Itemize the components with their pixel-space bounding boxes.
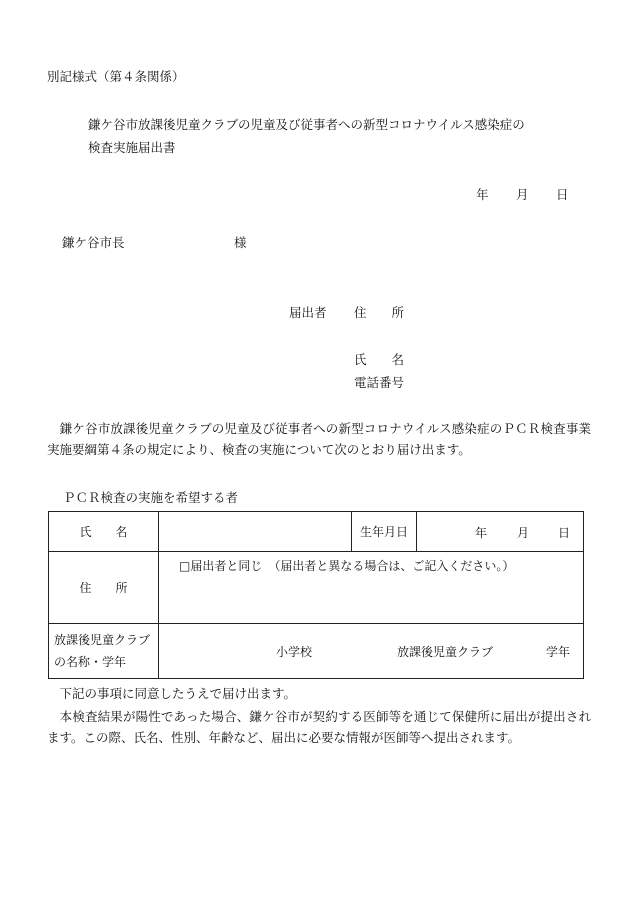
birthdate-field[interactable] [417, 512, 584, 552]
title-line-1: 鎌ケ谷市放課後児童クラブの児童及び従事者への新型コロナウイルス感染症の [88, 117, 525, 132]
consent-line: 下記の事項に同意したうえで届け出ます。 [47, 686, 297, 701]
address-row [49, 552, 584, 624]
notifier-label: 届出者 [289, 305, 327, 320]
notifier-address-label: 住 所 [354, 305, 405, 320]
club-label-line-1: 放課後児童クラブ [54, 633, 151, 647]
school-label: 小学校 [276, 645, 313, 659]
grade-label: 学年 [546, 645, 571, 659]
name-label: 氏 名 [49, 512, 159, 552]
title-line-2: 検査実施届出書 [88, 140, 176, 155]
notifier-name-label: 氏 名 [354, 352, 405, 367]
birth-year-label: 年 [475, 525, 488, 540]
birthdate-label: 生年月日 [352, 512, 417, 552]
address-label: 住 所 [49, 552, 159, 624]
club-label [49, 624, 159, 679]
club-name-label: 放課後児童クラブ [397, 645, 494, 659]
notifier-phone-label: 電話番号 [354, 375, 405, 390]
addressee-honorific: 様 [234, 235, 247, 250]
name-row [49, 512, 584, 552]
date-year: 年 [476, 187, 489, 202]
date-month: 月 [516, 187, 529, 202]
birth-day-label: 日 [558, 525, 571, 540]
table-caption: ＰＣＲ検査の実施を希望する者 [63, 490, 239, 505]
date-day: 日 [556, 187, 569, 202]
name-field[interactable] [159, 512, 352, 552]
consent-paragraph: 本検査結果が陽性であった場合、鎌ケ谷市が契約する医師等を通じて保健所に届出が提出されます。この際、氏名、性別、年齢など、届出に必要な情報が医師等へ提出されます。 [47, 709, 591, 745]
addressee-name: 鎌ケ谷市長 [62, 235, 125, 250]
same-as-notifier-checkbox[interactable]: □届出者と同じ （届出者と異なる場合は、ご記入ください。） [179, 559, 515, 573]
applicant-table [48, 511, 584, 679]
birth-month-label: 月 [517, 525, 530, 540]
address-field[interactable] [159, 552, 584, 624]
form-reference: 別記様式（第４条関係） [47, 69, 185, 84]
club-label-line-2: の名称・学年 [54, 655, 127, 669]
club-field[interactable] [159, 624, 584, 679]
club-row [49, 624, 584, 679]
intro-paragraph: 鎌ケ谷市放課後児童クラブの児童及び従事者への新型コロナウイルス感染症のＰＣＲ検査事業実施要綱第４条の規定により、検査の実施について次のとおり届け出ます。 [47, 421, 591, 457]
